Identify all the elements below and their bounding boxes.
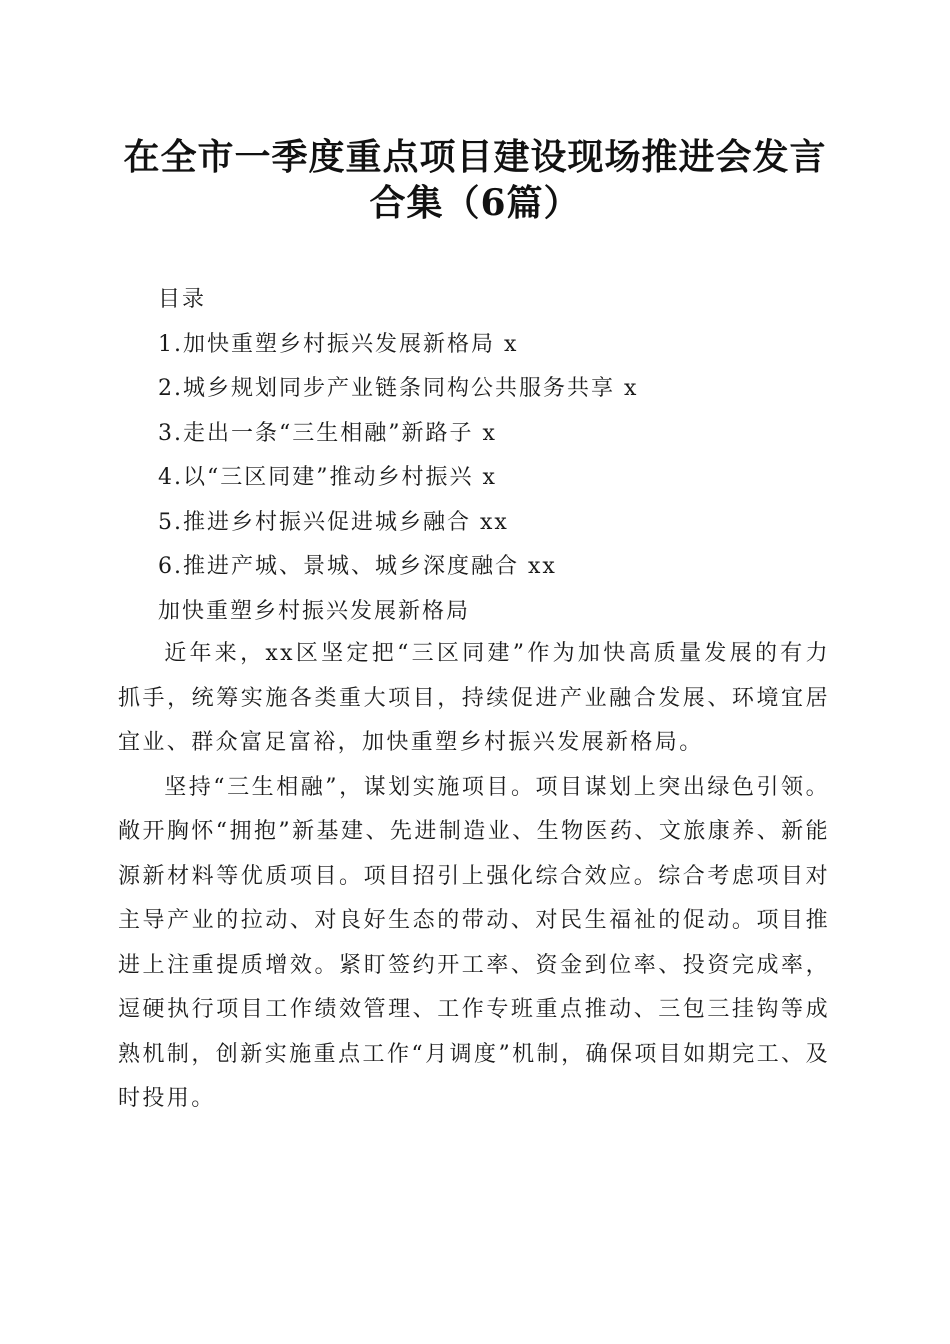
toc-item: 6.推进产城、景城、城乡深度融合 xx [158,554,557,579]
body-paragraph: 坚持“三生相融”，谋划实施项目。项目谋划上突出绿色引领。敞开胸怀“拥抱”新基建、先进制造业、生物医药、文旅康养、新能源新材料等优质项目。项目招引上强化综合效应。综合考虑项目对主导产业的拉动、对良好生态的带动、对民生福祉的促动。项目推进上注重提质增效。紧盯签约开工率、资金到位率、投资完成率，逗硬执行项目工作绩效管理、工作专班重点推动、三包三挂钩等成熟机制，创新实施重点工作“月调度”机制，确保项目如期完工、及时投用。 [118,774,830,1111]
article-body [118,632,830,1122]
toc-item: 2.城乡规划同步产业链条同构公共服务共享 x [158,376,639,401]
toc-item: 4.以“三区同建”推动乡村振兴 x [158,465,497,490]
toc-heading: 目录 [158,287,207,312]
table-of-contents [158,278,838,634]
toc-item: 1.加快重塑乡村振兴发展新格局 x [158,331,519,357]
toc-item: 5.推进乡村振兴促进城乡融合 xx [158,509,509,535]
section-title: 加快重塑乡村振兴发展新格局 [158,598,471,624]
body-paragraph: 近年来，xx区坚定把“三区同建”作为加快高质量发展的有力抓手，统筹实施各类重大项目，持续促进产业融合发展、环境宜居宜业、群众富足富裕，加快重塑乡村振兴发展新格局。 [118,641,830,755]
toc-item: 3.走出一条“三生相融”新路子 x [158,420,497,446]
document-title: 在全市一季度重点项目建设现场推进会发言合集（6篇） [123,136,827,224]
